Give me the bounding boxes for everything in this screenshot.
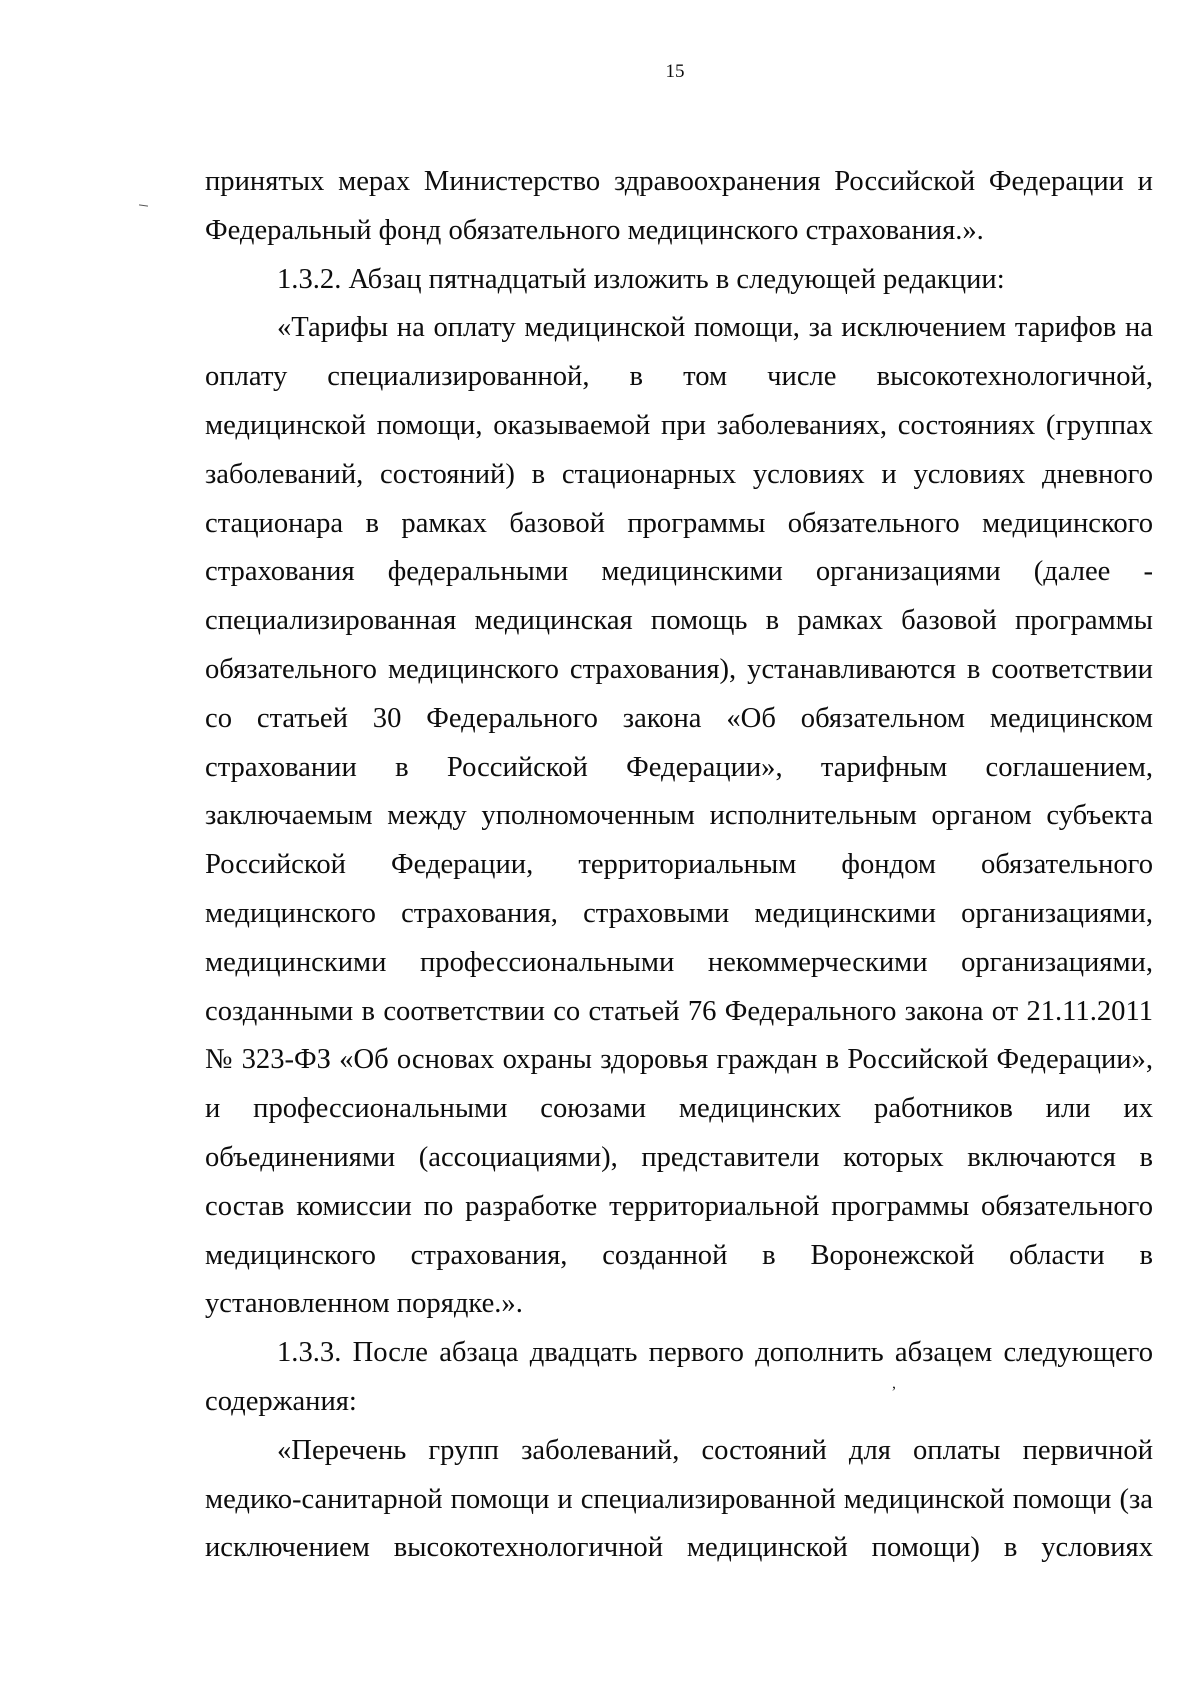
- page-number: 15: [665, 61, 685, 82]
- text-line: созданными в соответствии со статьей 76 Федерального закона от 21.11.2011: [205, 995, 1153, 1027]
- text-line: оплату специализированной, в том числе высокотехнологичной,: [205, 361, 1153, 393]
- text-line: медицинского страхования, страховыми медицинскими организациями,: [205, 897, 1153, 929]
- text-line: состав комиссии по разработке территориальной программы обязательного: [205, 1190, 1153, 1222]
- text-line: страхования федеральными медицинскими организациями (далее -: [205, 556, 1153, 588]
- text-line: содержания:: [205, 1385, 357, 1417]
- text-line: обязательного медицинского страхования), устанавливаются в соответствии: [205, 653, 1153, 685]
- text-line: 1.3.3. После абзаца двадцать первого дополнить абзацем следующего: [277, 1337, 1153, 1369]
- text-line: № 323-ФЗ «Об основах охраны здоровья граждан в Российской Федерации»,: [205, 1044, 1153, 1076]
- text-line: медицинского страхования, созданной в Воронежской области в: [205, 1239, 1153, 1271]
- stray-comma-mark: ,: [892, 1375, 896, 1392]
- text-line: заключаемым между уполномоченным исполнительным органом субъекта: [205, 800, 1153, 832]
- text-line: и профессиональными союзами медицинских работников или их: [205, 1093, 1153, 1125]
- text-line: установленном порядке.».: [205, 1288, 523, 1320]
- text-line: стационара в рамках базовой программы обязательного медицинского: [205, 507, 1153, 539]
- text-line: 1.3.2. Абзац пятнадцатый изложить в следующей редакции:: [277, 263, 1005, 295]
- text-line: Федеральный фонд обязательного медицинского страхования.».: [205, 214, 984, 246]
- text-line: объединениями (ассоциациями), представители которых включаются в: [205, 1141, 1153, 1173]
- text-line: «Перечень групп заболеваний, состояний для оплаты первичной: [277, 1434, 1153, 1466]
- text-line: страховании в Российской Федерации», тарифным соглашением,: [205, 751, 1153, 783]
- margin-dash-mark: [139, 204, 148, 206]
- text-line: медицинскими профессиональными некоммерческими организациями,: [205, 946, 1153, 978]
- text-line: медико-санитарной помощи и специализированной медицинской помощи (за: [205, 1483, 1153, 1515]
- text-line: Российской Федерации, территориальным фондом обязательного: [205, 849, 1153, 881]
- text-line: «Тарифы на оплату медицинской помощи, за исключением тарифов на: [277, 312, 1153, 344]
- text-line: медицинской помощи, оказываемой при заболеваниях, состояниях (группах: [205, 409, 1153, 441]
- text-line: исключением высокотехнологичной медицинской помощи) в условиях: [205, 1532, 1153, 1564]
- text-line: принятых мерах Министерство здравоохранения Российской Федерации и: [205, 166, 1153, 197]
- text-line: со статьей 30 Федерального закона «Об обязательном медицинском: [205, 702, 1153, 734]
- text-line: специализированная медицинская помощь в рамках базовой программы: [205, 605, 1153, 637]
- text-line: заболеваний, состояний) в стационарных условиях и условиях дневного: [205, 458, 1153, 490]
- document-body: [205, 158, 1153, 1573]
